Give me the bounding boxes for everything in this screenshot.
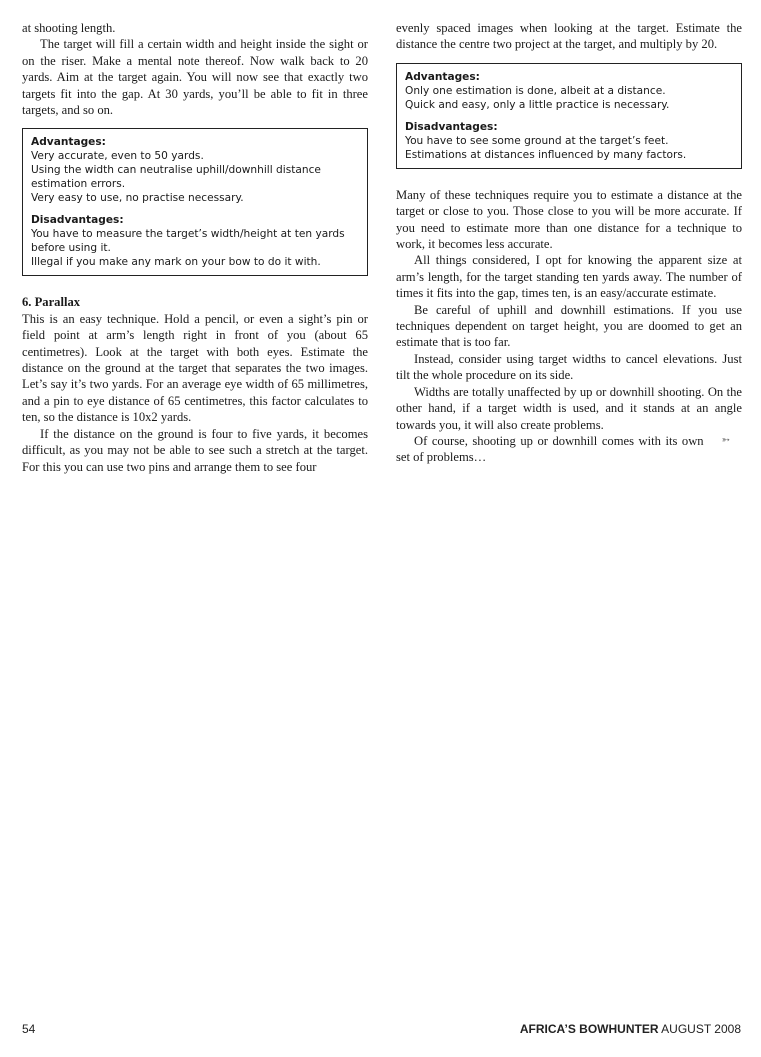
- paragraph: Widths are totally unaffected by up or downhill shooting. On the other hand, if a target width is used, and it stands at an angle towards you, it will also create problems.: [396, 384, 742, 432]
- advantage-item: Using the width can neutralise uphill/downhill distance estimation errors.: [31, 164, 321, 191]
- paragraph: If the distance on the ground is four to five yards, it becomes difficult, as you may not be able to see such a stretch at the target. For this you can use two pins and arrange them to see four: [22, 426, 368, 474]
- advantages-heading: Advantages:: [31, 136, 106, 149]
- disadvantages-heading: Disadvantages:: [405, 120, 498, 133]
- advantages-heading: Advantages:: [405, 70, 480, 83]
- right-column: [396, 20, 742, 466]
- disadvantage-item: Illegal if you make any mark on your bow to do it with.: [31, 256, 321, 269]
- paragraph: Instead, consider using target widths to cancel elevations. Just tilt the whole procedure on its side.: [396, 351, 742, 383]
- section-heading: 6. Parallax: [22, 295, 81, 310]
- paragraph: This is an easy technique. Hold a pencil, or even a sight’s pin or field point at arm’s length right in front of you (about 65 centimetres). Look at the target with both eyes. Estimate the distance on the ground at the target that separates the two images. Let’s say it’s two yards. For an average eye width of 65 millimetres, and a pin to eye distance of 65 centimetres, this factor calculates to ten, so the distance is 10x2 yards.: [22, 311, 368, 425]
- advantages-box: [22, 128, 368, 276]
- paragraph: evenly spaced images when looking at the target. Estimate the distance the centre two project at the target, and multiply by 20.: [396, 21, 742, 52]
- page-number: 54: [22, 1022, 36, 1036]
- issue-date: AUGUST 2008: [661, 1022, 741, 1036]
- advantage-item: Very easy to use, no practise necessary.: [31, 192, 244, 205]
- magazine-title: AFRICA’S BOWHUNTER: [519, 1022, 659, 1036]
- disadvantages-heading: Disadvantages:: [31, 214, 124, 227]
- paragraph: The target will fill a certain width and height inside the sight or on the riser. Make a mental note thereof. Now walk back to 20 yards. Aim at the target again. You will now see that exactly two targets fit into the gap. At 30 yards, you’ll be able to fit in three targets, and so on.: [22, 37, 368, 118]
- left-column: [22, 20, 368, 475]
- paragraph: at shooting length.: [22, 21, 116, 35]
- paragraph: All things considered, I opt for knowing the apparent size at arm’s length, for the target standing ten yards away. The number of times it fits into the gap, times ten, is an easy/accurate estimate.: [396, 253, 742, 301]
- end-of-article-icon: ➳: [721, 434, 730, 446]
- advantage-item: Quick and easy, only a little practice is necessary.: [405, 98, 670, 111]
- advantage-item: Very accurate, even to 50 yards.: [31, 150, 204, 163]
- advantages-box: [396, 63, 742, 169]
- paragraph-text: Of course, shooting up or downhill comes with its own set of problems…: [396, 433, 704, 465]
- paragraph: Be careful of uphill and downhill estimations. If you use techniques dependent on target height, you are doomed to get an estimate that is too far.: [396, 302, 742, 350]
- paragraph: Many of these techniques require you to estimate a distance at the target or close to you. Those close to you will be more accurate. If you need to estimate more than one distance for a technique to work, it becomes less accurate.: [396, 187, 742, 252]
- advantage-item: Only one estimation is done, albeit at a distance.: [405, 84, 666, 97]
- disadvantage-item: You have to measure the target’s width/height at ten yards before using it.: [31, 228, 345, 255]
- disadvantage-item: Estimations at distances influenced by many factors.: [405, 148, 687, 161]
- paragraph: [396, 433, 742, 466]
- disadvantage-item: You have to see some ground at the target’s feet.: [405, 134, 669, 147]
- running-footer: [520, 1022, 741, 1036]
